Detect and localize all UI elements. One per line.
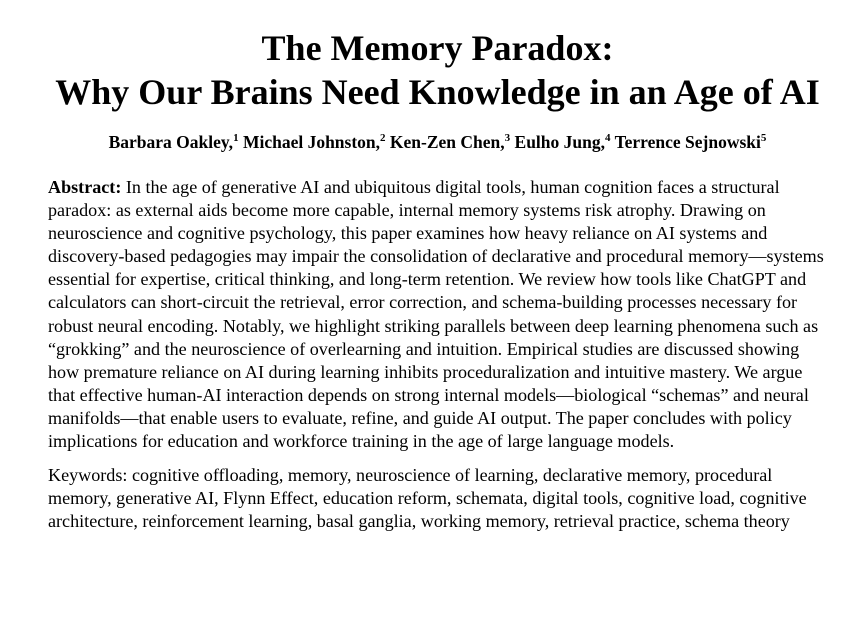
author-affiliation: 1	[233, 132, 239, 145]
author-list	[48, 131, 827, 153]
keywords	[48, 464, 827, 533]
author-name: Ken-Zen Chen,	[389, 132, 505, 152]
author-name: Michael Johnston,	[242, 132, 381, 152]
title-line-2: Why Our Brains Need Knowledge in an Age of AI	[55, 72, 820, 112]
author-affiliation: 2	[380, 132, 386, 145]
abstract	[48, 176, 827, 453]
author-affiliation: 3	[504, 132, 511, 145]
keywords-label: Keywords:	[48, 465, 128, 486]
author	[515, 132, 611, 152]
title-line-1: The Memory Paradox:	[261, 28, 614, 68]
abstract-label: Abstract:	[48, 177, 122, 197]
abstract-text: In the age of generative AI and ubiquitous digital tools, human cognition faces a structural paradox: as external aids become more capable, internal memory systems risk atrophy. Drawing on neuroscience and cognitive psychology, this paper examines how heavy reliance on AI systems and discovery-based pedagogies may impair the consolidation of declarative and procedural memory—systems essential for expertise, critical thinking, and long-term retention. We review how tools like ChatGPT and calculators can short-circuit the retrieval, error correction, and schema-building processes necessary for robust neural encoding. Notably, we highlight striking parallels between deep learning phenomena such as “grokking” and the neuroscience of overlearning and intuition. Empirical studies are discussed showing how premature reliance on AI during learning inhibits proceduralization and intuitive mastery. We argue that effective human-AI interaction depends on strong internal models—biological “schemas” and neural manifolds—that enable users to evaluate, refine, and guide AI output. The paper concludes with policy implications for education and workforce training in the age of large language models.	[48, 177, 824, 452]
keywords-text: cognitive offloading, memory, neuroscience of learning, declarative memory, procedural memory, generative AI, Flynn Effect, education reform, schemata, digital tools, cognitive load, cognitive architecture, reinforcement learning, basal ganglia, working memory, retrieval practice, schema theory	[48, 465, 807, 532]
author-name: Barbara Oakley,	[108, 132, 234, 152]
paper-title	[48, 0, 827, 114]
author	[109, 132, 239, 152]
author	[615, 132, 767, 152]
author-affiliation: 5	[760, 132, 767, 145]
author-name: Eulho Jung,	[514, 132, 605, 152]
author-affiliation: 4	[605, 132, 611, 145]
author	[390, 132, 510, 152]
author	[243, 132, 386, 152]
author-name: Terrence Sejnowski	[614, 132, 761, 152]
